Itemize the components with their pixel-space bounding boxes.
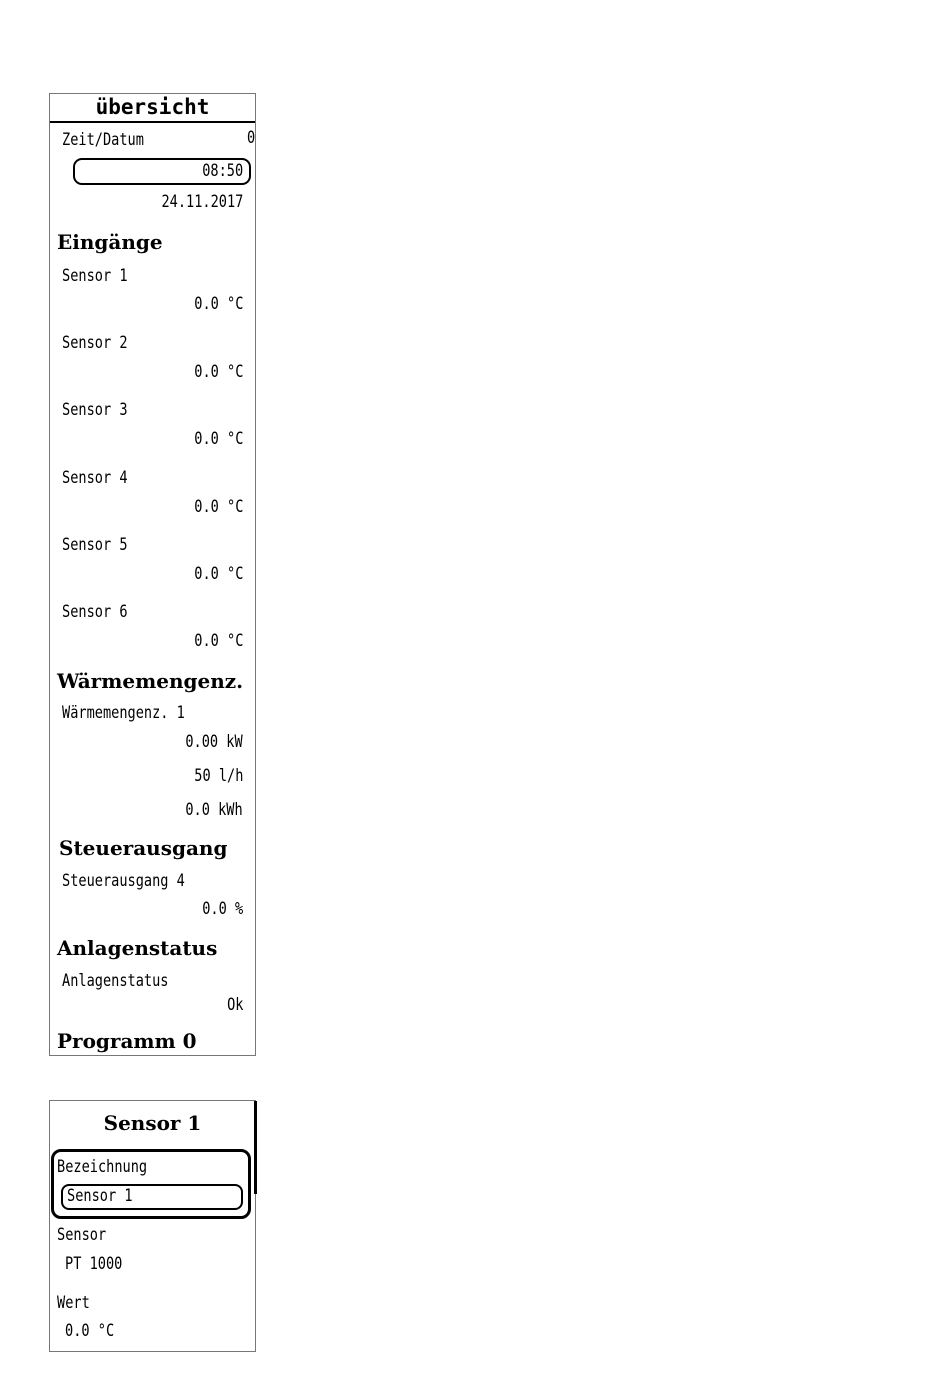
sensor-1-value: 0.0 °C <box>193 294 243 314</box>
sensor-type-value[interactable]: PT 1000 <box>65 1254 123 1274</box>
name-label: Bezeichnung <box>57 1157 148 1177</box>
sensor-4-value: 0.0 °C <box>193 497 243 517</box>
sensor-3-label[interactable]: Sensor 3 <box>62 400 128 420</box>
date-value[interactable]: 24.11.2017 <box>161 192 243 212</box>
sensor-1-label[interactable]: Sensor 1 <box>62 266 128 286</box>
heat-flow-value: 50 l/h <box>193 766 243 786</box>
sensor-type-label: Sensor <box>57 1225 107 1245</box>
time-date-marker: 0 <box>247 128 256 148</box>
sensor-reading: 0.0 °C <box>65 1321 115 1341</box>
control-item-label[interactable]: Steuerausgang 4 <box>62 871 185 891</box>
time-date-label[interactable]: Zeit/Datum <box>62 130 144 150</box>
name-input-value: Sensor 1 <box>67 1186 133 1206</box>
sensor-5-label[interactable]: Sensor 5 <box>62 535 128 555</box>
control-header: Steuerausgang <box>59 836 228 860</box>
time-field[interactable] <box>73 158 251 185</box>
overview-title: übersicht <box>50 94 255 123</box>
status-value: Ok <box>226 995 243 1015</box>
sensor-5-value: 0.0 °C <box>193 564 243 584</box>
sensor-6-label[interactable]: Sensor 6 <box>62 602 128 622</box>
heat-header: Wärmemengenz. <box>57 669 244 693</box>
sensor-4-label[interactable]: Sensor 4 <box>62 468 128 488</box>
status-header: Anlagenstatus <box>57 936 218 960</box>
program-header: Programm 0 <box>57 1029 197 1053</box>
heat-item-label[interactable]: Wärmemengenz. 1 <box>62 703 185 723</box>
name-field-group[interactable] <box>51 1149 251 1219</box>
inputs-header: Eingänge <box>57 230 163 254</box>
sensor-2-label[interactable]: Sensor 2 <box>62 333 128 353</box>
sensor-2-value: 0.0 °C <box>193 362 243 382</box>
sensor-6-value: 0.0 °C <box>193 631 243 651</box>
scrollbar[interactable] <box>254 1101 257 1194</box>
heat-power-value: 0.00 kW <box>185 732 243 752</box>
name-input[interactable] <box>61 1184 243 1210</box>
heat-energy-value: 0.0 kWh <box>185 800 243 820</box>
time-value: 08:50 <box>202 161 243 181</box>
value-label: Wert <box>57 1293 90 1313</box>
control-value: 0.0 % <box>202 899 243 919</box>
sensor-detail-screen <box>49 1100 256 1352</box>
sensor-3-value: 0.0 °C <box>193 429 243 449</box>
status-item-label[interactable]: Anlagenstatus <box>62 971 169 991</box>
overview-screen <box>49 93 256 1056</box>
sensor-detail-title: Sensor 1 <box>103 1111 202 1135</box>
